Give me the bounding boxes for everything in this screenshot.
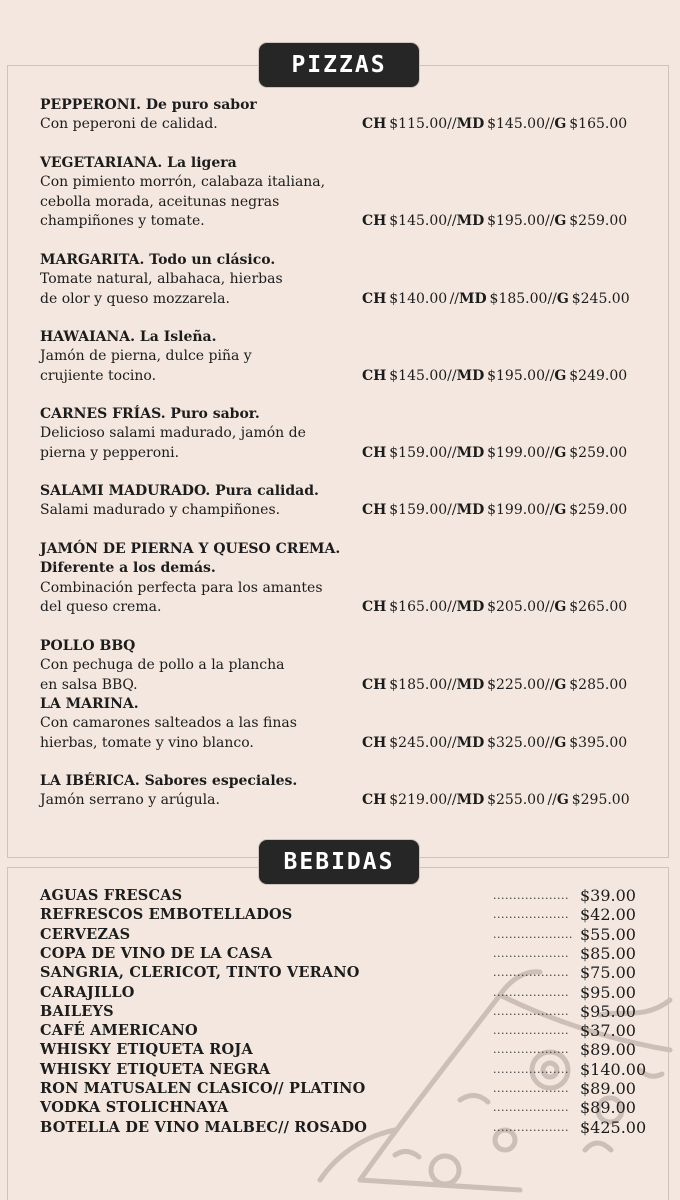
pizza-price: CH $140.00 //MD $185.00//G $245.00 — [362, 290, 630, 307]
pizza-line: Jamón serrano y arúgula. — [40, 792, 220, 809]
drink-price: $42.00 — [580, 905, 636, 925]
drink-price: $75.00 — [580, 963, 636, 983]
pizza-line: VEGETARIANA. La ligera — [40, 155, 237, 171]
drink-price: $89.00 — [580, 1079, 636, 1098]
pizza-line: HAWAIANA. La Isleña. — [40, 329, 217, 345]
drink-dots: ................... — [493, 1024, 569, 1038]
drink-price: $39.00 — [580, 886, 636, 905]
drink-name: SANGRIA, CLERICOT, TINTO VERANO — [40, 964, 360, 982]
drink-dots: .................... — [493, 927, 573, 941]
pizza-line: Combinación perfecta para los amantes — [40, 579, 323, 596]
pizza-price: CH $145.00//MD $195.00//G $259.00 — [362, 212, 628, 229]
pizza-line: MARGARITA. Todo un clásico. — [40, 252, 276, 268]
drink-name: CARAJILLO — [40, 983, 135, 1001]
drink-price: $140.00 — [580, 1059, 647, 1079]
pizza-line: SALAMI MADURADO. Pura calidad. — [40, 483, 319, 499]
drink-price: $89.00 — [580, 1040, 636, 1060]
pizza-line: LA MARINA. — [40, 696, 139, 712]
pizza-line: CARNES FRÍAS. Puro sabor. — [40, 406, 260, 422]
pizza-line: Jamón de pierna, dulce piña y — [40, 348, 252, 365]
pizza-line: Tomate natural, albahaca, hierbas — [40, 271, 283, 288]
drink-price: $89.00 — [580, 1098, 636, 1118]
drink-name: RON MATUSALEN CLASICO// PLATINO — [40, 1080, 366, 1097]
drink-name: VODKA STOLICHNAYA — [40, 1099, 229, 1117]
drink-dots: ................... — [493, 946, 569, 960]
drink-dots: ................... — [493, 1062, 569, 1076]
drink-dots: ................... — [493, 1004, 569, 1018]
pizza-line: Con pimiento morrón, calabaza italiana, — [40, 174, 326, 191]
pizza-line: POLLO BBQ — [40, 638, 136, 654]
drink-name: CAFÉ AMERICANO — [40, 1022, 198, 1040]
pizza-line: del queso crema. — [40, 598, 162, 615]
drink-price: $85.00 — [580, 943, 636, 963]
pizza-line: JAMÓN DE PIERNA Y QUESO CREMA. — [40, 541, 341, 557]
pizza-line: pierna y pepperoni. — [40, 444, 180, 461]
pizza-line: PEPPERONI. De puro sabor — [40, 97, 257, 113]
drink-price: $425.00 — [580, 1117, 647, 1137]
drink-name: BOTELLA DE VINO MALBEC// ROSADO — [40, 1118, 368, 1136]
pizza-line: crujiente tocino. — [40, 367, 157, 384]
drink-dots: ................... — [493, 966, 569, 980]
pizza-line: hierbas, tomate y vino blanco. — [40, 734, 254, 751]
drink-dots: ................... — [493, 908, 569, 922]
drink-dots: ................... — [493, 1082, 569, 1095]
pizzas-section-title: PIZZAS — [258, 42, 420, 88]
pizza-line: champiñones y tomate. — [40, 212, 205, 229]
pizza-line: Con pechuga de pollo a la plancha — [40, 657, 285, 674]
drink-price: $95.00 — [580, 1001, 636, 1021]
drink-price: $95.00 — [580, 982, 636, 1002]
pizza-line: LA IBÉRICA. Sabores especiales. — [40, 773, 298, 789]
pizza-price: CH $245.00//MD $325.00//G $395.00 — [362, 734, 628, 751]
drink-dots: ................... — [493, 985, 569, 999]
drink-dots: ................... — [493, 1120, 569, 1134]
pizza-line: en salsa BBQ. — [40, 676, 138, 693]
drink-dots: ................... — [493, 1101, 569, 1115]
pizza-line: Diferente a los demás. — [40, 560, 216, 577]
pizza-price: CH $185.00//MD $225.00//G $285.00 — [362, 676, 628, 693]
drink-dots: ................... — [493, 889, 569, 902]
pizza-price: CH $145.00//MD $195.00//G $249.00 — [362, 367, 628, 384]
pizza-line: Salami madurado y champiñones. — [40, 502, 281, 519]
pizza-line: Con peperoni de calidad. — [40, 116, 218, 133]
drink-dots: ................... — [493, 1043, 569, 1057]
pizza-price: CH $115.00//MD $145.00//G $165.00 — [362, 116, 628, 133]
pizza-price: CH $165.00//MD $205.00//G $265.00 — [362, 598, 628, 615]
drink-name: REFRESCOS EMBOTELLADOS — [40, 906, 293, 924]
pizza-price: CH $159.00//MD $199.00//G $259.00 — [362, 444, 628, 461]
pizza-line: Delicioso salami madurado, jamón de — [40, 425, 306, 442]
drink-price: $55.00 — [580, 924, 636, 944]
drink-name: WHISKY ETIQUETA ROJA — [40, 1041, 253, 1059]
drink-name: CERVEZAS — [40, 925, 131, 943]
bebidas-section-title: BEBIDAS — [258, 839, 420, 885]
drink-name: AGUAS FRESCAS — [40, 887, 183, 904]
drink-name: BAILEYS — [40, 1002, 114, 1020]
drink-name: WHISKY ETIQUETA NEGRA — [40, 1060, 271, 1078]
pizza-line: de olor y queso mozzarela. — [40, 290, 230, 307]
pizza-line: Con camarones salteados a las finas — [40, 715, 297, 732]
pizza-line: cebolla morada, aceitunas negras — [40, 193, 280, 210]
drink-price: $37.00 — [580, 1021, 636, 1041]
drink-name: COPA DE VINO DE LA CASA — [40, 944, 273, 962]
pizza-price: CH $159.00//MD $199.00//G $259.00 — [362, 502, 628, 519]
pizza-price: CH $219.00//MD $255.00 //G $295.00 — [362, 792, 630, 809]
